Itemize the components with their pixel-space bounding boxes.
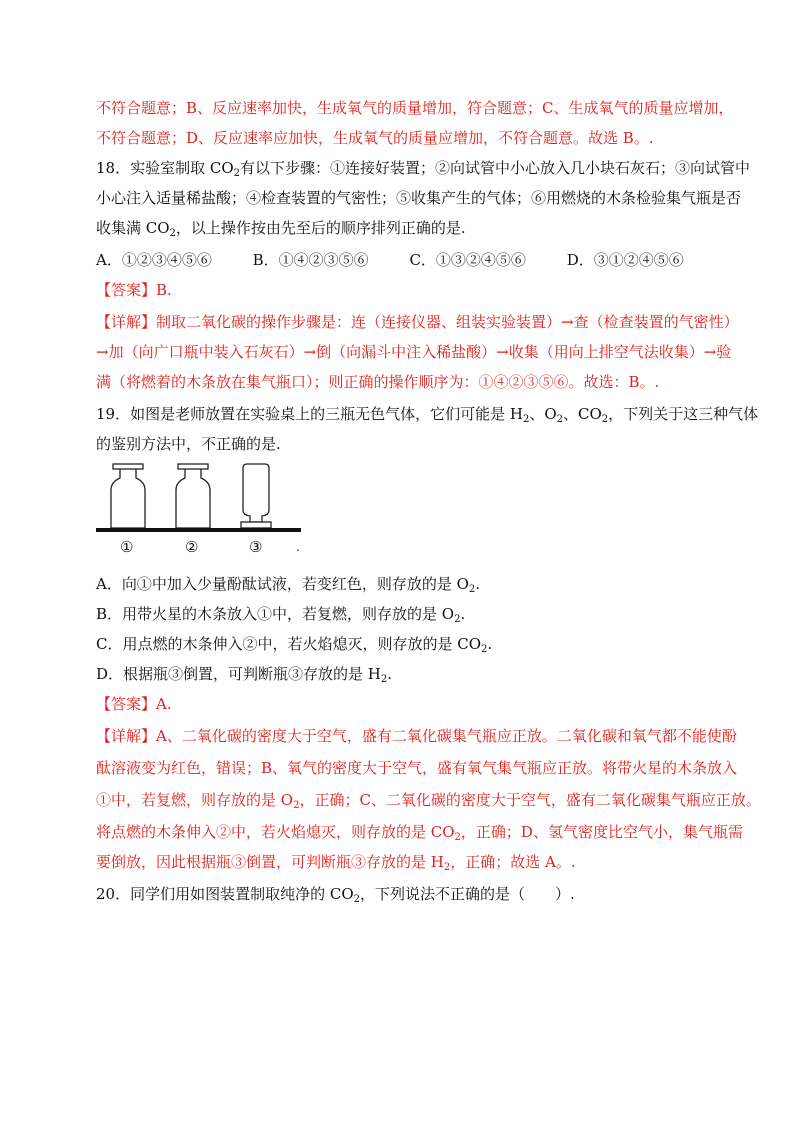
q18-detail-line-1: 【详解】制取二氧化碳的操作步骤是：连（连接仪器、组装实验装置）→查（检查装置的气密性） [96,313,739,331]
bottle-label-2: ② [185,538,199,556]
q18-detail-line-2: →加（向广口瓶中装入石灰石）→倒（向漏斗中注入稀盐酸）→收集（用向上排空气法收集）→验 [96,343,732,361]
q18-option-b: B．①④②③⑤⑥ [252,251,369,269]
q19-option-d: D．根据瓶③倒置，可判断瓶③存放的是 $H_2$. [96,665,393,685]
q19-stem-line-1: 19．如图是老师放置在实验桌上的三瓶无色气体，它们可能是 $H_2$、$O_2$、$CO_2$，下列关于这三种气体 [96,405,759,425]
bottle-3 [241,464,271,528]
q19-answer: 【答案】A. [96,695,172,713]
q19-stem-line-2: 的鉴别方法中，不正确的是. [96,435,281,453]
gas-bottles-figure [96,458,306,558]
figure-tail-dot: . [296,540,300,554]
q19-option-a: A．向①中加入少量酚酞试液，若变红色，则存放的是 $O_2$. [96,575,481,595]
q20-stem-line-1: 20．同学们用如图装置制取纯净的 $CO_2$，下列说法不正确的是（ ）. [96,885,575,905]
q18-detail-line-3: 满（将燃着的木条放在集气瓶口）；则正确的操作顺序为：①④②③⑤⑥。故选：B。. [96,373,660,391]
q19-detail-line-1: 【详解】A、二氧化碳的密度大于空气，盛有二氧化碳集气瓶应正放。二氧化碳和氧气都不能使酚 [96,727,737,745]
q19-detail-line-3: ①中，若复燃，则存放的是 $O_2$，正确；C、二氧化碳的密度大于空气，盛有二氧化碳集气瓶应正放。 [96,791,761,811]
bottle-label-3: ③ [249,538,263,556]
q18-option-c: C．①③②④⑤⑥ [409,251,526,269]
prev-analysis-line-2: 不符合题意；D、反应速率应加快，生成氧气的质量应增加，不符合题意。故选 B。. [96,129,654,147]
q18-stem-line-2: 小心注入适量稀盐酸；④检查装置的气密性；⑤收集产生的气体；⑥用燃烧的木条检验集气瓶是否 [96,189,742,207]
q19-detail-line-4: 将点燃的木条伸入②中，若火焰熄灭，则存放的是 $CO_2$，正确；D、氢气密度比空气小，集气瓶需 [96,823,743,843]
q19-option-b: B．用带火星的木条放入①中，若复燃，则存放的是 $O_2$. [96,605,466,625]
q18-options [96,250,720,270]
q19-detail-line-5: 要倒放，因此根据瓶③倒置，可判断瓶③存放的是 $H_2$，正确；故选 A。. [96,853,576,873]
q18-option-d: D．③①②④⑤⑥ [566,251,684,269]
q18-answer: 【答案】B. [96,281,172,299]
q18-stem-line-1: 18．实验室制取 $CO_2$有以下步骤：①连接好装置；②向试管中小心放入几小块石灰石；③向试管中 [96,159,751,179]
table-top [96,528,301,532]
prev-analysis-line-1: 不符合题意；B、反应速率加快，生成氧气的质量增加，符合题意；C、生成氧气的质量应增加， [96,99,734,117]
q19-option-c: C．用点燃的木条伸入②中，若火焰熄灭，则存放的是 $CO_2$. [96,635,493,655]
q19-detail-line-2: 酞溶液变为红色，错误；B、氧气的密度大于空气，盛有氧气集气瓶应正放。将带火星的木条放入 [96,759,738,777]
bottle-1 [111,464,145,528]
bottle-label-1: ① [120,538,134,556]
bottle-2 [176,464,210,528]
q18-stem-line-3: 收集满 $CO_2$，以上操作按由先至后的顺序排列正确的是. [96,219,466,239]
q18-option-a: A．①②③④⑤⑥ [96,251,212,269]
